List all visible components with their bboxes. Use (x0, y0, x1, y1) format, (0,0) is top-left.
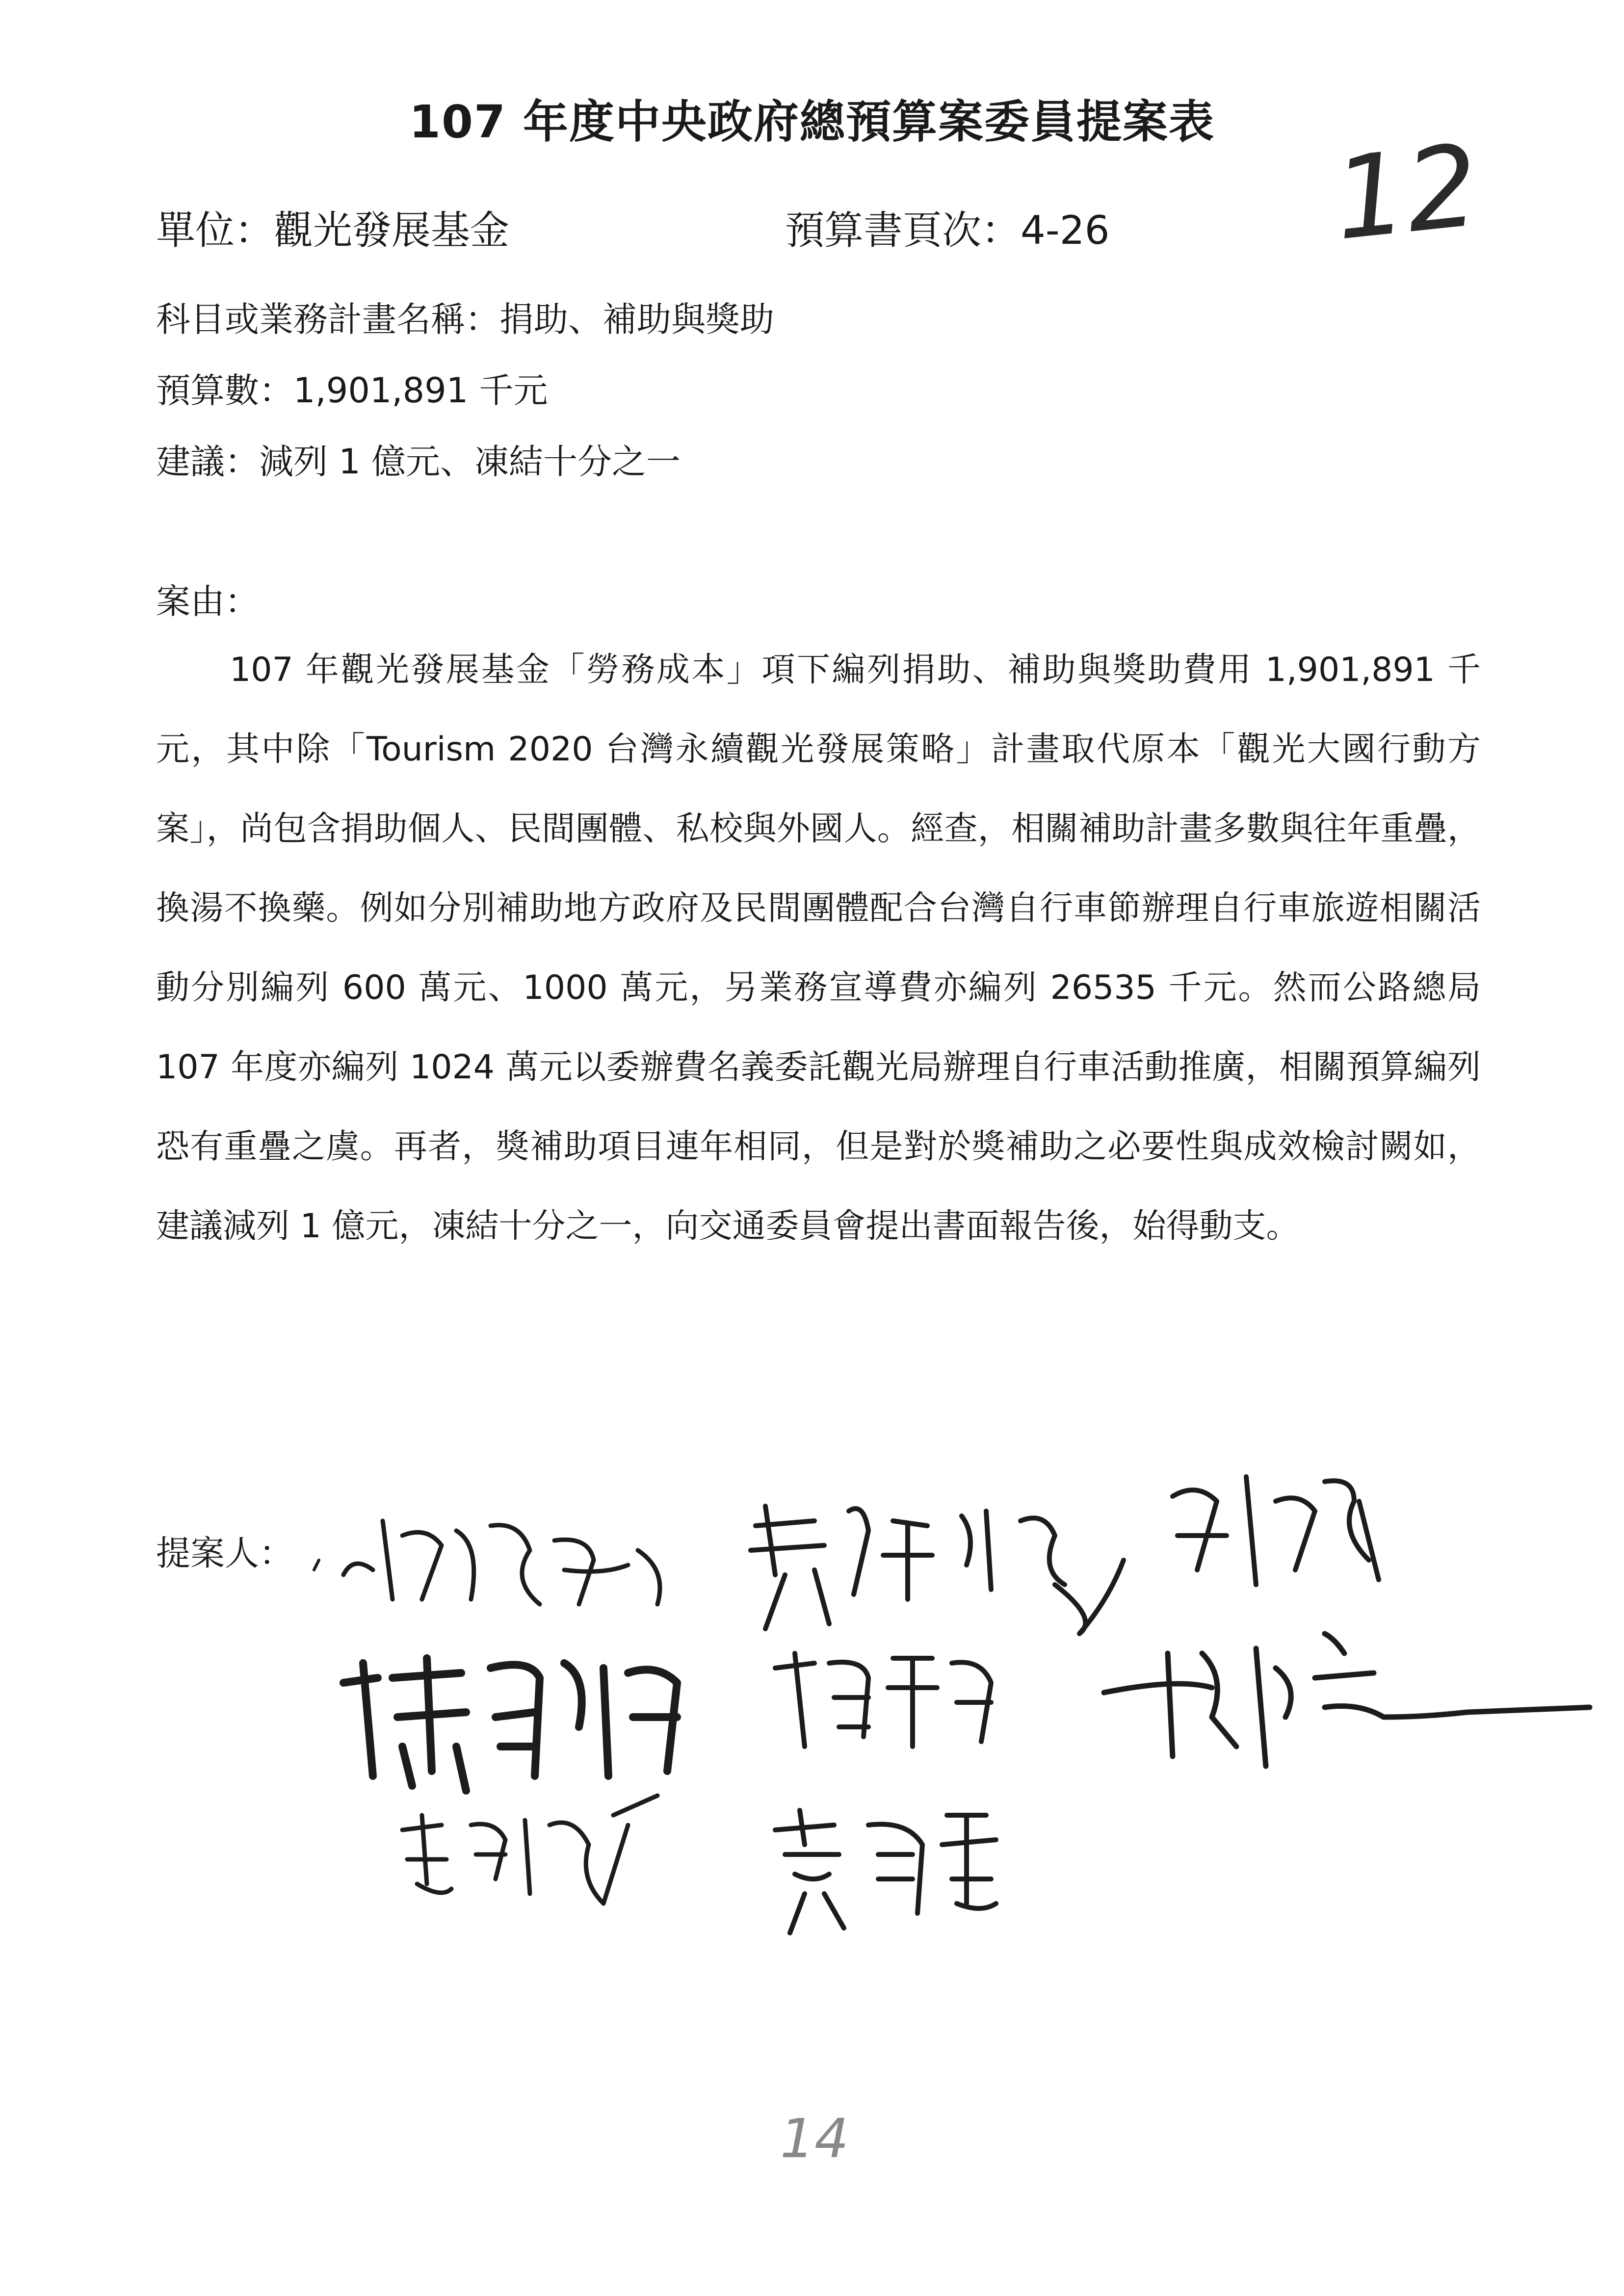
reason-body: 107 年觀光發展基金「勞務成本」項下編列捐助、補助與獎助費用 1,901,891 千元，其中除「Tourism 2020 台灣永續觀光發展策略」計畫取代原本「觀光大國行動方案」，尚包含捐助個人、民間團體、私校與外國人。經查，相關補助計畫多數與往年重疊，換湯不換藥。例如分別補助地方政府及民間團體配合台灣自行車節辦理自行車旅遊相關活動分別編列 600 萬元、1000 萬元，另業務宣導費亦編列 26535 千元。然而公路總局 107 年度亦編列 1024 萬元以委辦費名義委託觀光局辦理自行車活動推廣，相關預算編列恐有重疊之虞。再者，獎補助項目連年相同，但是對於獎補助之必要性與成效檢討闕如，建議減列 1 億元，凍結十分之一，向交通委員會提出書面報告後，始得動支。 (156, 651, 1481, 1246)
signature-6 (1104, 1634, 1590, 1766)
signature-1 (343, 1521, 660, 1604)
handwritten-form-number: 12 (1328, 120, 1485, 266)
handwritten-page-number: 14 (780, 2107, 849, 2170)
signature-2 (751, 1506, 1124, 1634)
document-title: 107 年度中央政府總預算案委員提案表 (409, 96, 1215, 148)
signature-8 (775, 1810, 996, 1933)
unit-line: 單位：觀光發展基金 (156, 208, 509, 253)
signature-7 (402, 1796, 657, 1904)
signature-3 (1173, 1477, 1379, 1585)
signature-4 (343, 1658, 677, 1791)
suggestion-line: 建議：減列 1 億元、凍結十分之一 (156, 442, 681, 482)
reason-label: 案由： (156, 581, 259, 622)
proposer-label: 提案人： (156, 1533, 293, 1573)
subject-line: 科目或業務計畫名稱：捐助、補助與獎助 (156, 299, 774, 339)
proposer-colon-mark (314, 1560, 319, 1570)
signature-5 (775, 1653, 991, 1747)
budget-amount-line: 預算數：1,901,891 千元 (156, 370, 548, 411)
budget-page-line: 預算書頁次：4-26 (785, 208, 1110, 253)
